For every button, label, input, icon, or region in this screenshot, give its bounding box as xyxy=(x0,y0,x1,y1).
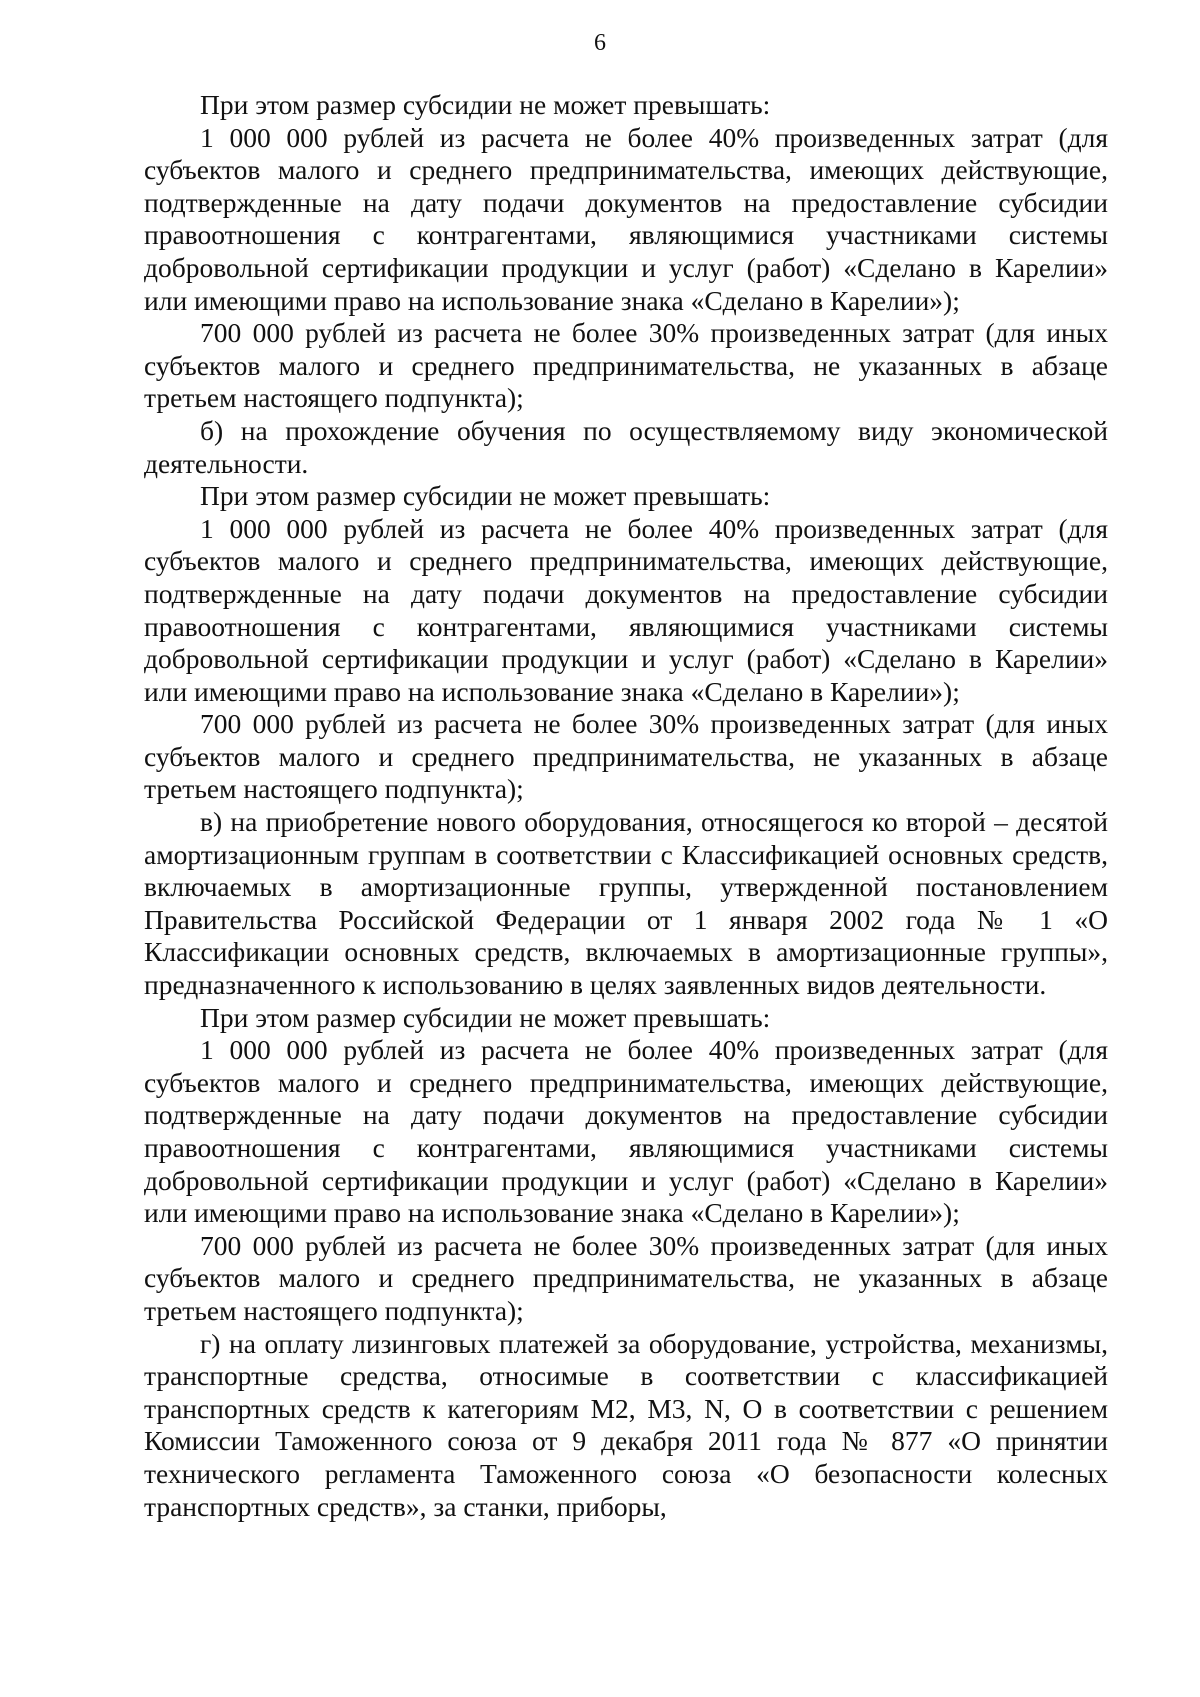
paragraph-limit-700k-3: 700 000 рублей из расчета не более 30% произведенных затрат (для иных субъектов малого и среднего предпринимательства, не указанных в абзаце третьем настоящего подпункта); xyxy=(144,1229,1108,1326)
page-number: 6 xyxy=(594,30,606,56)
paragraph-subsidy-limit-1: При этом размер субсидии не может превышать: xyxy=(200,89,771,120)
document-body xyxy=(144,89,1108,1523)
paragraph-item-g: г) на оплату лизинговых платежей за оборудование, устройства, механизмы, транспортные средства, относимые в соответствии с классификацией транспортных средств к категориям М2, М3, N, O в соответствии с решением Комиссии Таможенного союза от 9 декабря 2011 года № 877 «О принятии технического регламента Таможенного союза «О безопасности колесных транспортных средств», за станки, приборы, xyxy=(144,1327,1108,1522)
paragraph-item-v: в) на приобретение нового оборудования, относящегося ко второй – десятой амортизационным группам в соответствии с Классификацией основных средств, включаемых в амортизационные группы, утвержденной постановлением Правительства Российской Федерации от 1 января 2002 года № 1 «О Классификации основных средств, включаемых в амортизационные группы», предназначенного к использованию в целях заявленных видов деятельности. xyxy=(144,806,1108,1001)
paragraph-limit-700k-1: 700 000 рублей из расчета не более 30% произведенных затрат (для иных субъектов малого и среднего предпринимательства, не указанных в абзаце третьем настоящего подпункта); xyxy=(144,317,1108,414)
paragraph-limit-1m-2: 1 000 000 рублей из расчета не более 40% произведенных затрат (для субъектов малого и среднего предпринимательства, имеющих действующие, подтвержденные на дату подачи документов на предоставление субсидии правоотношения с контрагентами, являющимися участниками системы добровольной сертификации продукции и услуг (работ) «Сделано в Карелии» или имеющими право на использование знака «Сделано в Карелии»); xyxy=(144,512,1108,707)
paragraph-subsidy-limit-2: При этом размер субсидии не может превышать: xyxy=(200,480,771,512)
paragraph-limit-1m-3: 1 000 000 рублей из расчета не более 40% произведенных затрат (для субъектов малого и среднего предпринимательства, имеющих действующие, подтвержденные на дату подачи документов на предоставление субсидии правоотношения с контрагентами, являющимися участниками системы добровольной сертификации продукции и услуг (работ) «Сделано в Карелии» или имеющими право на использование знака «Сделано в Карелии»); xyxy=(144,1034,1108,1229)
paragraph-subsidy-limit-3: При этом размер субсидии не может превышать: xyxy=(200,1001,771,1033)
paragraph-limit-700k-2: 700 000 рублей из расчета не более 30% произведенных затрат (для иных субъектов малого и среднего предпринимательства, не указанных в абзаце третьем настоящего подпункта); xyxy=(144,708,1108,805)
paragraph-limit-1m-1: 1 000 000 рублей из расчета не более 40% произведенных затрат (для субъектов малого и среднего предпринимательства, имеющих действующие, подтвержденные на дату подачи документов на предоставление субсидии правоотношения с контрагентами, являющимися участниками системы добровольной сертификации продукции и услуг (работ) «Сделано в Карелии» или имеющими право на использование знака «Сделано в Карелии»); xyxy=(144,121,1108,316)
paragraph-item-b: б) на прохождение обучения по осуществляемому виду экономической деятельности. xyxy=(144,414,1108,479)
